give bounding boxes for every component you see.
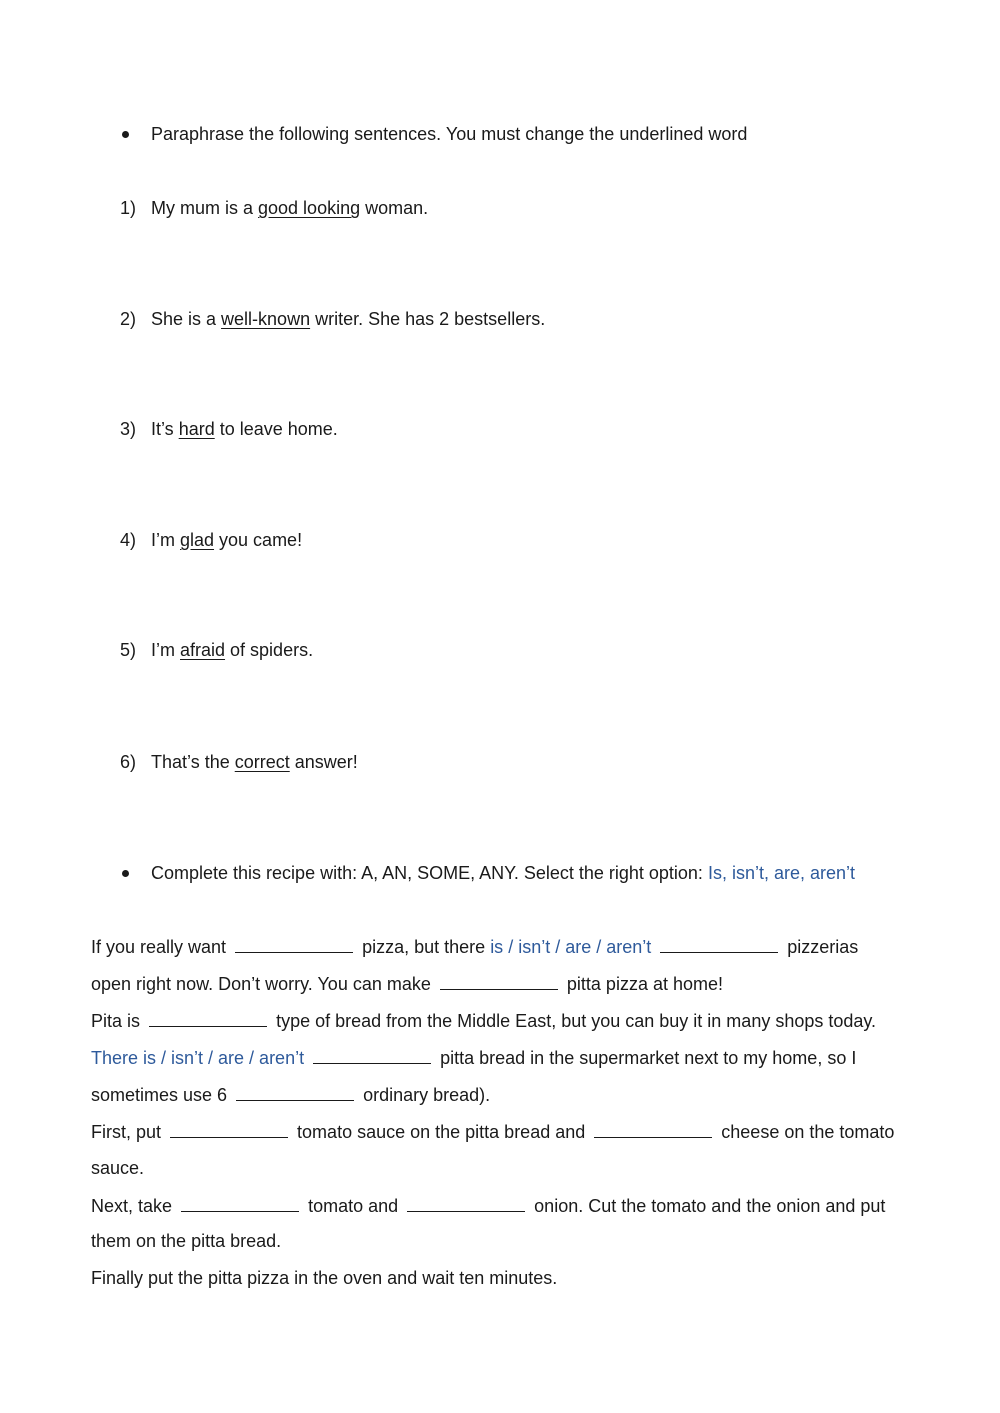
recipe-line-9: them on the pitta bread. bbox=[91, 1231, 282, 1251]
sentence-2 bbox=[151, 307, 545, 331]
sentence-text: answer! bbox=[289, 752, 358, 772]
sentence-text: of spiders. bbox=[225, 640, 314, 660]
sentence-text: woman. bbox=[360, 198, 429, 218]
bullet-icon bbox=[122, 870, 129, 877]
recipe-text: Pita is bbox=[91, 1011, 141, 1031]
sentence-text: you came! bbox=[214, 530, 303, 550]
recipe-text: tomato and bbox=[308, 1196, 399, 1216]
sentence-text: My mum is a bbox=[151, 198, 259, 218]
recipe-text: First, put bbox=[91, 1122, 162, 1142]
recipe-text: If you really want bbox=[91, 937, 227, 957]
recipe-line-10: Finally put the pitta pizza in the oven and wait ten minutes. bbox=[91, 1268, 558, 1288]
blank-field[interactable] bbox=[440, 971, 558, 990]
instruction-options: Is, isn’t, are, aren’t bbox=[707, 863, 855, 883]
recipe-line-3 bbox=[91, 1008, 876, 1033]
bullet-icon bbox=[122, 131, 129, 138]
recipe-instruction bbox=[151, 861, 855, 885]
instruction-text: Complete this recipe with: A, AN, SOME, ANY. Select the right option: bbox=[151, 863, 708, 883]
sentence-5 bbox=[151, 638, 313, 662]
item-number: 1) bbox=[120, 198, 137, 218]
blank-field[interactable] bbox=[235, 934, 353, 953]
underlined-word: correct bbox=[234, 752, 290, 772]
recipe-text: sometimes use 6 bbox=[91, 1085, 228, 1105]
blank-field[interactable] bbox=[181, 1193, 299, 1212]
underlined-word: hard bbox=[178, 419, 215, 439]
sentence-text: writer. She has 2 bestsellers. bbox=[310, 309, 546, 329]
item-number: 3) bbox=[120, 419, 137, 439]
recipe-text: pizzerias bbox=[787, 937, 859, 957]
sentence-text: to leave home. bbox=[214, 419, 338, 439]
blank-field[interactable] bbox=[236, 1082, 354, 1101]
recipe-line-2 bbox=[91, 971, 723, 996]
recipe-text: pizza, but there bbox=[362, 937, 486, 957]
verb-options[interactable]: is / isn’t / are / aren’t bbox=[490, 937, 652, 957]
item-number: 5) bbox=[120, 640, 137, 660]
recipe-text: ordinary bread). bbox=[363, 1085, 491, 1105]
recipe-line-4 bbox=[91, 1045, 856, 1070]
recipe-line-8 bbox=[91, 1193, 885, 1218]
recipe-text: tomato sauce on the pitta bread and bbox=[297, 1122, 586, 1142]
blank-field[interactable] bbox=[149, 1008, 267, 1027]
verb-options[interactable]: There is / isn’t / are / aren’t bbox=[91, 1048, 305, 1068]
underlined-word: afraid bbox=[180, 640, 226, 660]
recipe-line-5 bbox=[91, 1082, 490, 1107]
sentence-text: That’s the bbox=[151, 752, 235, 772]
sentence-text: I’m bbox=[151, 530, 180, 550]
recipe-text: open right now. Don’t worry. You can make bbox=[91, 974, 431, 994]
recipe-line-7: sauce. bbox=[91, 1158, 145, 1178]
sentence-text: I’m bbox=[151, 640, 180, 660]
underlined-word: good looking bbox=[258, 198, 361, 218]
sentence-6 bbox=[151, 750, 358, 774]
sentence-4 bbox=[151, 528, 302, 552]
recipe-text: onion. Cut the tomato and the onion and put bbox=[534, 1196, 886, 1216]
item-number: 6) bbox=[120, 752, 137, 772]
blank-field[interactable] bbox=[313, 1045, 431, 1064]
paraphrase-instruction: Paraphrase the following sentences. You must change the underlined word bbox=[151, 124, 748, 144]
underlined-word: glad bbox=[180, 530, 215, 550]
recipe-text: cheese on the tomato bbox=[721, 1122, 895, 1142]
underlined-word: well-known bbox=[221, 309, 311, 329]
recipe-line-1 bbox=[91, 934, 858, 959]
sentence-3 bbox=[151, 417, 338, 441]
blank-field[interactable] bbox=[660, 934, 778, 953]
item-number: 2) bbox=[120, 309, 137, 329]
recipe-text: Next, take bbox=[91, 1196, 173, 1216]
blank-field[interactable] bbox=[170, 1119, 288, 1138]
sentence-1 bbox=[151, 196, 428, 220]
blank-field[interactable] bbox=[594, 1119, 712, 1138]
item-number: 4) bbox=[120, 530, 137, 550]
sentence-text: She is a bbox=[151, 309, 222, 329]
recipe-text: pitta bread in the supermarket next to my home, so I bbox=[440, 1048, 857, 1068]
recipe-text: pitta pizza at home! bbox=[566, 974, 723, 994]
blank-field[interactable] bbox=[407, 1193, 525, 1212]
recipe-line-6 bbox=[91, 1119, 894, 1144]
sentence-text: It’s bbox=[151, 419, 179, 439]
recipe-text: type of bread from the Middle East, but you can buy it in many shops today. bbox=[276, 1011, 877, 1031]
